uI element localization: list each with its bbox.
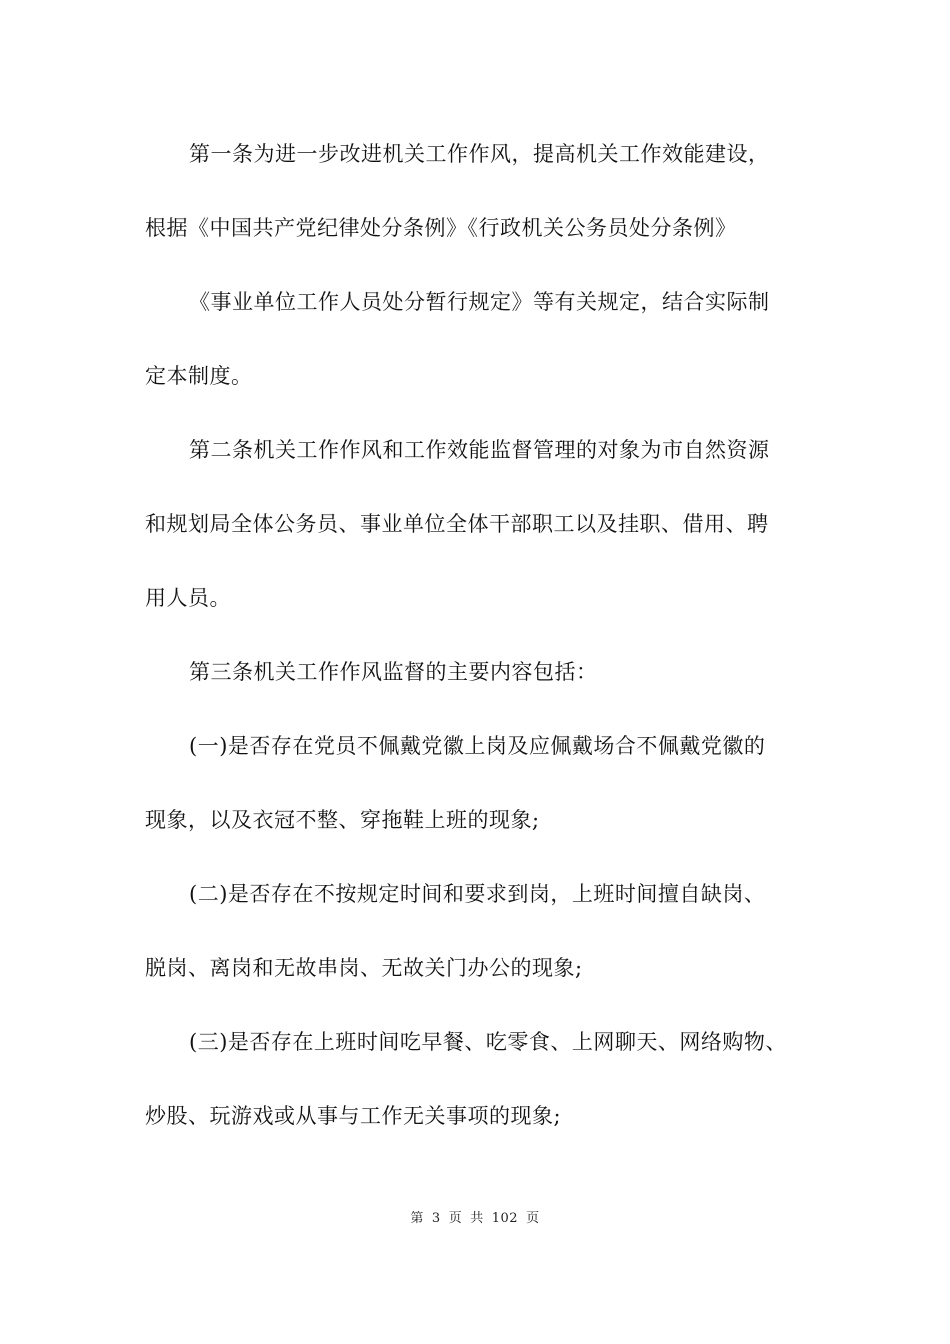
paragraph-line: 《事业单位工作人员处分暂行规定》等有关规定，结合实际制 [189,290,770,314]
current-page-number: 3 [431,1211,441,1226]
paragraph-line: 和规划局全体公务员、事业单位全体干部职工以及挂职、借用、聘 [145,512,769,536]
page-footer [0,1207,950,1226]
footer-suffix: 页 [526,1211,540,1226]
footer-page-word: 页 [448,1211,463,1226]
paragraph-line: 脱岗、离岗和无故串岗、无故关门办公的现象; [145,956,583,980]
paragraph-line: 炒股、玩游戏或从事与工作无关事项的现象; [145,1104,562,1128]
paragraph-line: (一)是否存在党员不佩戴党徽上岗及应佩戴场合不佩戴党徽的 [189,734,766,758]
footer-total-word: 共 [470,1211,484,1226]
paragraph-line: (三)是否存在上班时间吃早餐、吃零食、上网聊天、网络购物、 [189,1030,787,1054]
paragraph-line: 根据《中国共产党纪律处分条例》《行政机关公务员处分条例》 [145,216,737,240]
footer-prefix: 第 [410,1211,424,1226]
paragraph-line: 第二条机关工作作风和工作效能监督管理的对象为市自然资源 [189,438,770,462]
paragraph-line: 定本制度。 [145,364,253,388]
paragraph-line: 用人员。 [145,586,231,610]
total-pages-number: 102 [491,1211,519,1226]
paragraph-line: 第一条为进一步改进机关工作作风，提高机关工作效能建设， [189,142,770,166]
paragraph-line: (二)是否存在不按规定时间和要求到岗，上班时间擅自缺岗、 [189,882,766,906]
paragraph-line: 现象，以及衣冠不整、穿拖鞋上班的现象; [145,808,540,832]
paragraph-line: 第三条机关工作作风监督的主要内容包括： [189,660,598,684]
